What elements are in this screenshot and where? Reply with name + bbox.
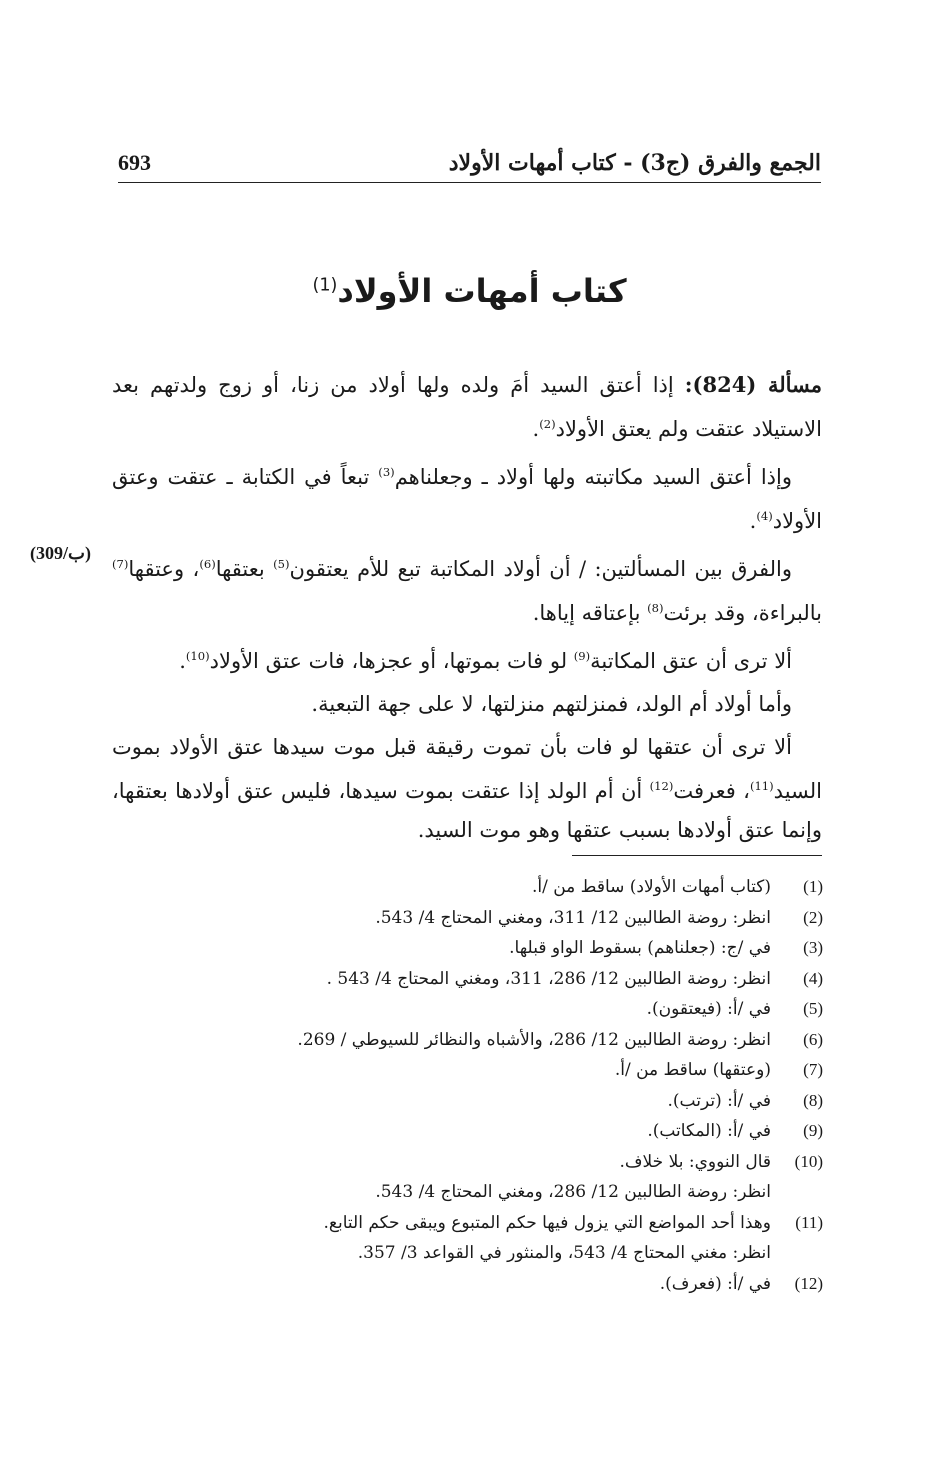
paragraph-text: ، وعتقها (128, 557, 200, 581)
paragraph-5 (112, 685, 822, 724)
footnote-text: قال النووي: بلا خلاف. (619, 1151, 771, 1172)
footnote-text: انظر: روضة الطالبين 12/ 311، ومغني المحتاج 4/ 543. (375, 907, 771, 928)
footnote-item (118, 1147, 823, 1178)
footnote-number: (7) (803, 1060, 823, 1079)
footnote-number: (9) (803, 1121, 823, 1140)
footnote-item (118, 1116, 823, 1147)
footnote-ref: (12) (649, 779, 674, 793)
paragraph-text: . (532, 417, 540, 441)
footnote-ref: (7) (112, 557, 129, 571)
paragraph-6 (112, 728, 822, 850)
paragraph-text: أن أم الولد إذا عتقت بموت سيدها، فليس عتق أولادها بعتقها، وإنما عتق أولادها بسبب عتقها وهو موت السيد. (112, 779, 822, 842)
footnote-ref: (10) (185, 649, 210, 663)
footnote-text: في /أ: (فيعتقون). (646, 999, 771, 1019)
footnote-text: وهذا أحد المواضع التي يزول فيها حكم المتبوع ويبقى حكم التابع. (323, 1212, 771, 1233)
footnote-ref: (6) (199, 557, 216, 571)
footnote-ref: (3) (378, 465, 395, 479)
footnotes (118, 872, 823, 1299)
paragraph-text: إذا أعتق السيد أمَ ولده ولها أولاد من زنا، أو زوج ولدتهم بعد الاستيلاد عتقت ولم يعتق الأولاد (112, 373, 822, 441)
paragraph-text: ، فعرفت (673, 779, 750, 803)
paragraph-3 (112, 545, 822, 633)
footnote-item (118, 994, 823, 1025)
chapter-title-text: كتاب أمهات الأولاد (337, 272, 627, 310)
footnote-item (118, 964, 823, 995)
main-text (112, 365, 822, 854)
footnote-text: في /أ: (فعرف). (659, 1273, 771, 1294)
footnote-ref: (2) (539, 417, 556, 431)
page-number: 693 (118, 150, 151, 175)
footnote-number: (5) (803, 999, 823, 1018)
footnote-divider (572, 855, 822, 856)
paragraph-2 (112, 453, 822, 541)
footnote-number: (8) (803, 1090, 823, 1110)
footnote-number: (11) (795, 1212, 823, 1232)
margin-manuscript-ref: (309/ب) (30, 543, 91, 563)
page-header (118, 150, 821, 183)
chapter-title (118, 272, 821, 310)
footnote-number: (3) (803, 938, 823, 957)
footnote-text: (وعتقها) ساقط من /أ. (614, 1060, 771, 1080)
paragraph-text: بالبراءة، وقد برئت (663, 601, 822, 625)
paragraph-text: تبعاً في الكتابة ـ عتقت وعتق الأولاد (112, 465, 822, 533)
paragraph-4 (112, 637, 822, 681)
footnote-text: (كتاب أمهات الأولاد) ساقط من /أ. (531, 877, 771, 897)
paragraph-text: وإذا أعتق السيد مكاتبته ولها أولاد ـ وجعلناهم (394, 465, 792, 489)
paragraph-text: بعتقها (215, 557, 274, 581)
footnote-continuation: انظر: روضة الطالبين 12/ 286، ومغني المحتاج 4/ 543. (375, 1182, 771, 1202)
paragraph-masalah (112, 365, 822, 449)
footnote-ref: (5) (273, 557, 290, 571)
footnote-text: في /أ: (المكاتب). (647, 1121, 771, 1141)
footnote-item (118, 872, 823, 903)
paragraph-text: بإعتاقه إياها. (532, 601, 648, 625)
footnote-text: انظر: روضة الطالبين 12/ 286، 311، ومغني المحتاج 4/ 543 . (326, 968, 771, 989)
footnote-ref: (8) (647, 601, 664, 615)
footnote-text: في /ج: (جعلناهم) بسقوط الواو قبلها. (509, 938, 771, 958)
footnote-text: في /أ: (ترتب). (667, 1090, 771, 1111)
footnote-number: (1) (803, 877, 823, 896)
footnote-item (118, 1055, 823, 1086)
footnote-number: (12) (794, 1273, 823, 1293)
footnote-item (118, 903, 823, 934)
footnote-number: (2) (803, 907, 823, 927)
footnote-item (118, 1208, 823, 1239)
paragraph-text: . (749, 509, 757, 533)
footnote-item (118, 1086, 823, 1117)
footnote-ref: (4) (756, 509, 773, 523)
footnote-item (118, 1269, 823, 1300)
footnote-ref: (11) (749, 779, 774, 793)
footnote-item (118, 933, 823, 964)
paragraph-text: وأما أولاد أم الولد، فمنزلتهم منزلتها، لا على جهة التبعية. (311, 692, 792, 716)
masalah-label: مسألة (824): (684, 372, 823, 397)
paragraph-text: والفرق بين المسألتين: / أن أولاد المكاتبة تبع للأم يعتقون (289, 557, 792, 581)
paragraph-text: لو فات بموتها، أو عجزها، فات عتق الأولاد (209, 649, 574, 673)
footnote-text: انظر: روضة الطالبين 12/ 286، والأشباه والنظائر للسيوطي / 269. (297, 1029, 771, 1050)
footnote-item (118, 1025, 823, 1056)
footnote-continuation: انظر: مغني المحتاج 4/ 543، والمنثور في القواعد 3/ 357. (357, 1243, 771, 1263)
chapter-title-note: (1) (312, 275, 338, 296)
footnote-ref: (9) (573, 649, 591, 663)
running-title: الجمع والفرق (ج3) - كتاب أمهات الأولاد (448, 150, 821, 176)
paragraph-text: ألا ترى أن عتق المكاتبة (590, 649, 792, 673)
paragraph-text: ألا ترى أن عتقها لو فات بأن تموت رقيقة قبل موت سيدها عتق الأولاد بموت السيد (112, 735, 822, 803)
footnote-number: (4) (803, 968, 823, 988)
footnote-number: (6) (803, 1029, 823, 1049)
footnote-number: (10) (794, 1151, 823, 1171)
paragraph-text: . (179, 649, 186, 673)
